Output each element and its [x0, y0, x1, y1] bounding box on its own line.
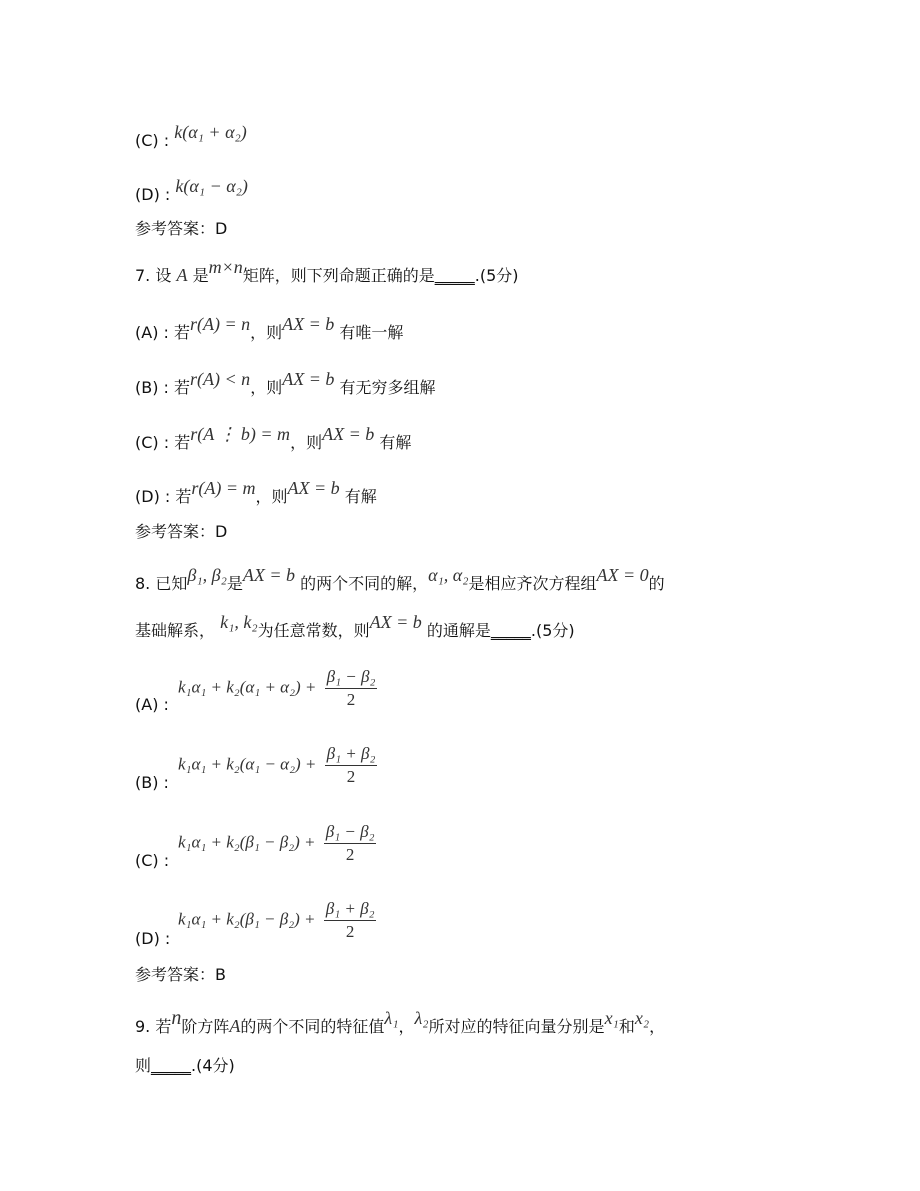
q8-option-a-formula: [178, 667, 377, 710]
math-equation: AX = b: [242, 565, 295, 585]
stem-text: 的两个不同的解，: [300, 574, 429, 593]
fraction: [324, 822, 377, 865]
question-number: 9.: [135, 1017, 151, 1036]
math-expression: k₁α₁ + k₂(β₁ − β₂) +: [178, 832, 316, 852]
math-expression: k₁α₁ + k₂(β₁ − β₂) +: [178, 909, 316, 929]
math-betas: β₁, β₂: [187, 565, 227, 585]
option-text: 若: [174, 433, 191, 452]
option-text: 有解: [344, 487, 377, 506]
stem-text: 是: [192, 266, 209, 285]
math-dims: m×n: [208, 257, 243, 277]
fraction: [324, 899, 377, 942]
math-lambda1: λ₁: [384, 1008, 399, 1028]
stem-text: 的通解是: [426, 621, 491, 640]
q9-stem-line1: [135, 1007, 666, 1037]
q8-option-c-label: (C) :: [135, 851, 170, 870]
fraction-denominator: 2: [345, 922, 355, 941]
option-label: (A) :: [135, 323, 169, 342]
option-label: (B) :: [135, 378, 169, 397]
fraction-denominator: 2: [345, 845, 355, 864]
option-text: ，则: [250, 378, 283, 397]
math-homogeneous: AX = 0: [596, 565, 649, 585]
math-expression: k₁α₁ + k₂(α₁ − α₂) +: [178, 754, 317, 774]
q6-answer: 参考答案：D: [135, 219, 228, 238]
option-text: ，则: [255, 487, 288, 506]
math-equation: AX = b: [322, 424, 375, 444]
score: .(5分): [530, 621, 575, 640]
stem-text: 和: [618, 1017, 635, 1036]
stem-text: 已知: [155, 574, 188, 593]
fraction: [325, 744, 378, 787]
question-number: 7.: [135, 266, 151, 285]
math-condition: r(A) = m: [191, 478, 256, 498]
stem-text: 则: [135, 1056, 152, 1075]
option-label: (D) :: [135, 185, 171, 204]
q8-answer: 参考答案：B: [135, 965, 226, 984]
math-x2: x₂: [634, 1008, 650, 1028]
answer-blank: _____: [434, 266, 475, 285]
q7-option-c: [135, 424, 412, 453]
answer-blank: _____: [151, 1056, 192, 1075]
math-condition: r(A) = n: [190, 314, 251, 334]
stem-text: 是: [226, 574, 243, 593]
q8-stem-line2: [135, 612, 575, 641]
question-number: 8.: [135, 574, 151, 593]
math-equation: AX = b: [369, 612, 422, 632]
q9-stem-line2: [135, 1056, 235, 1076]
fraction: [325, 667, 378, 710]
math-n: n: [171, 1007, 182, 1029]
q8-option-d-label: (D) :: [135, 929, 171, 948]
q6-option-c: [135, 122, 247, 151]
stem-text: 矩阵，则下列命题正确的是: [242, 266, 435, 285]
math-equation: AX = b: [287, 478, 340, 498]
stem-text: 所对应的特征向量分别是: [428, 1017, 605, 1036]
q8-option-b-formula: [178, 744, 377, 787]
stem-text: 的两个不同的特征值: [240, 1017, 385, 1036]
q7-answer: 参考答案：D: [135, 522, 228, 541]
option-text: 有无穷多组解: [339, 378, 436, 397]
fraction-denominator: 2: [346, 767, 356, 786]
math-var: A: [176, 265, 188, 285]
math-expression: k(α₁ + α₂): [174, 122, 247, 142]
fraction-numerator: β₁ − β₂: [324, 822, 377, 844]
option-text: 若: [174, 378, 191, 397]
stem-text: 若: [155, 1017, 172, 1036]
math-condition: r(A) < n: [190, 369, 251, 389]
math-expression: k₁α₁ + k₂(α₁ + α₂) +: [178, 677, 317, 697]
option-label: (C) :: [135, 433, 170, 452]
fraction-numerator: β₁ + β₂: [324, 899, 377, 921]
option-text: ，则: [250, 323, 283, 342]
stem-text: 为任意常数，则: [257, 621, 370, 640]
stem-text: 是相应齐次方程组: [468, 574, 597, 593]
stem-text: 设: [155, 266, 172, 285]
stem-text: ，: [398, 1017, 415, 1036]
math-x1: x₁: [604, 1008, 619, 1028]
math-constants: k₁, k₂: [220, 612, 258, 632]
math-equation: AX = b: [282, 314, 335, 334]
math-equation: AX = b: [282, 369, 335, 389]
q8-stem-line1: [135, 565, 665, 594]
option-text: ，则: [290, 433, 323, 452]
q8-option-d-formula: [178, 899, 376, 942]
q8-option-b-label: (B) :: [135, 773, 169, 792]
option-label: (C) :: [135, 131, 170, 150]
math-condition: r(A ⋮ b) = m: [190, 424, 291, 444]
math-lambda2: λ₂: [414, 1008, 429, 1028]
option-label: (D) :: [135, 487, 171, 506]
q8-option-a-label: (A) :: [135, 695, 169, 714]
answer-blank: _____: [490, 621, 531, 640]
option-text: 有解: [379, 433, 412, 452]
q7-option-d: [135, 478, 377, 507]
fraction-numerator: β₁ + β₂: [325, 744, 378, 766]
q7-stem: [135, 257, 519, 286]
q7-option-b: [135, 369, 436, 398]
stem-text: ，: [649, 1017, 666, 1036]
option-text: 若: [175, 487, 192, 506]
math-expression: k(α₁ − α₂): [175, 176, 248, 196]
math-alphas: α₁, α₂: [428, 565, 469, 585]
score: .(4分): [191, 1056, 235, 1075]
score: .(5分): [474, 266, 519, 285]
math-var: A: [229, 1016, 241, 1036]
stem-text: 基础解系，: [135, 621, 216, 640]
q8-option-c-formula: [178, 822, 376, 865]
fraction-numerator: β₁ − β₂: [325, 667, 378, 689]
stem-text: 的: [648, 574, 665, 593]
q6-option-d: [135, 176, 248, 205]
fraction-denominator: 2: [346, 690, 356, 709]
q7-option-a: [135, 314, 404, 343]
stem-text: 阶方阵: [181, 1017, 230, 1036]
option-text: 若: [174, 323, 191, 342]
option-text: 有唯一解: [339, 323, 404, 342]
